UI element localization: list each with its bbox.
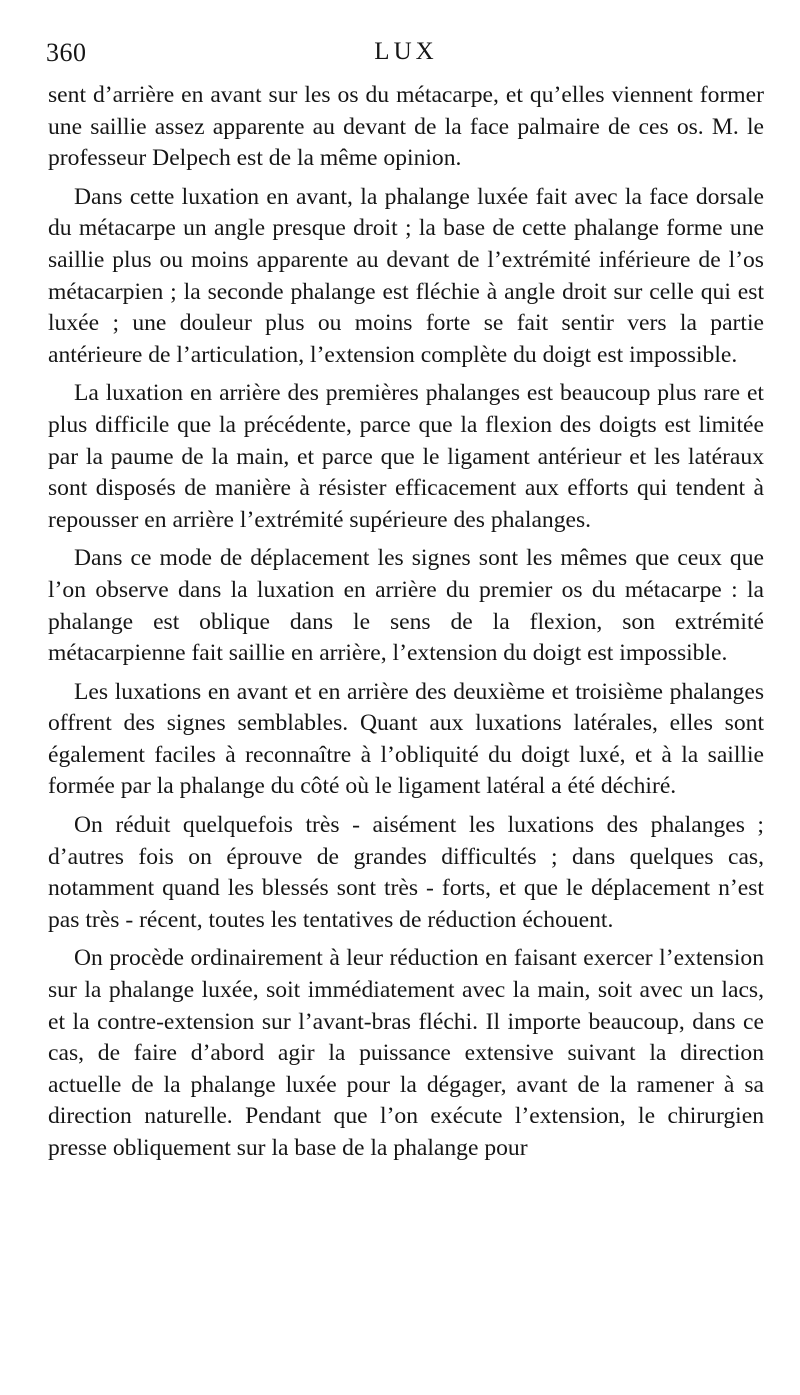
paragraph: On réduit quelquefois très - aisément les luxations des phalanges ; d’autres fois on éprouve de grandes difficultés ; dans quelques cas, notamment quand les blessés sont très - forts, et que le déplacement n’est pas très - récent, toutes les tentatives de réduction échouent. [48,812,764,933]
paragraph: Dans ce mode de déplacement les signes sont les mêmes que ceux que l’on observe dans la luxation en arrière du premier os du métacarpe : la phalange est oblique dans le sens de la flexion, son extrémité métacarpienne fait saillie en arrière, l’extension du doigt est impossible. [48,545,764,667]
paragraph: On procède ordinairement à leur réduction en faisant exercer l’extension sur la phalange luxée, soit immédiatement avec la main, soit avec un lacs, et la contre-extension sur l’avant-bras fléchi. Il importe beaucoup, dans ce cas, de faire d’abord agir la puissance extensive suivant la direction actuelle de la phalange luxée pour la dégager, avant de la ramener à sa direction naturelle. Pendant que l’on exécute l’extension, le chirurgien presse obliquement sur la base de la phalange pour [48,945,764,1161]
paragraph: Les luxations en avant et en arrière des deuxième et troisième phalanges offrent des signes semblables. Quant aux luxations latérales, elles sont également faciles à reconnaître à l’obliquité du doigt luxé, et à la saillie formée par la phalange du côté où le ligament latéral a été déchiré. [48,678,764,800]
running-head: LUX [374,38,438,65]
paragraph-continuation: sent d’arrière en avant sur les os du métacarpe, et qu’elles viennent former une saillie assez apparente au devant de la face palmaire de ces os. M. le professeur Delpech est de la même opinion. [48,82,764,172]
paragraph: La luxation en arrière des premières phalanges est beaucoup plus rare et plus difficile que la précédente, parce que la flexion des doigts est limitée par la paume de la main, et parce que le ligament antérieur et les latéraux sont disposés de manière à résister efficacement aux efforts qui tendent à repousser en arrière l’extrémité supérieure des phalanges. [48,380,764,533]
body-text [48,80,764,1172]
page-header [46,38,766,74]
paragraph: Dans cette luxation en avant, la phalange luxée fait avec la face dorsale du métacarpe un angle presque droit ; la base de cette phalange forme une saillie plus ou moins apparente au devant de l’extrémité inférieure de l’os métacarpien ; la seconde phalange est fléchie à angle droit sur celle qui est luxée ; une douleur plus ou moins forte se fait sentir vers la partie antérieure de l’articulation, l’extension complète du doigt est impossible. [48,183,764,368]
page-number: 360 [46,38,87,67]
